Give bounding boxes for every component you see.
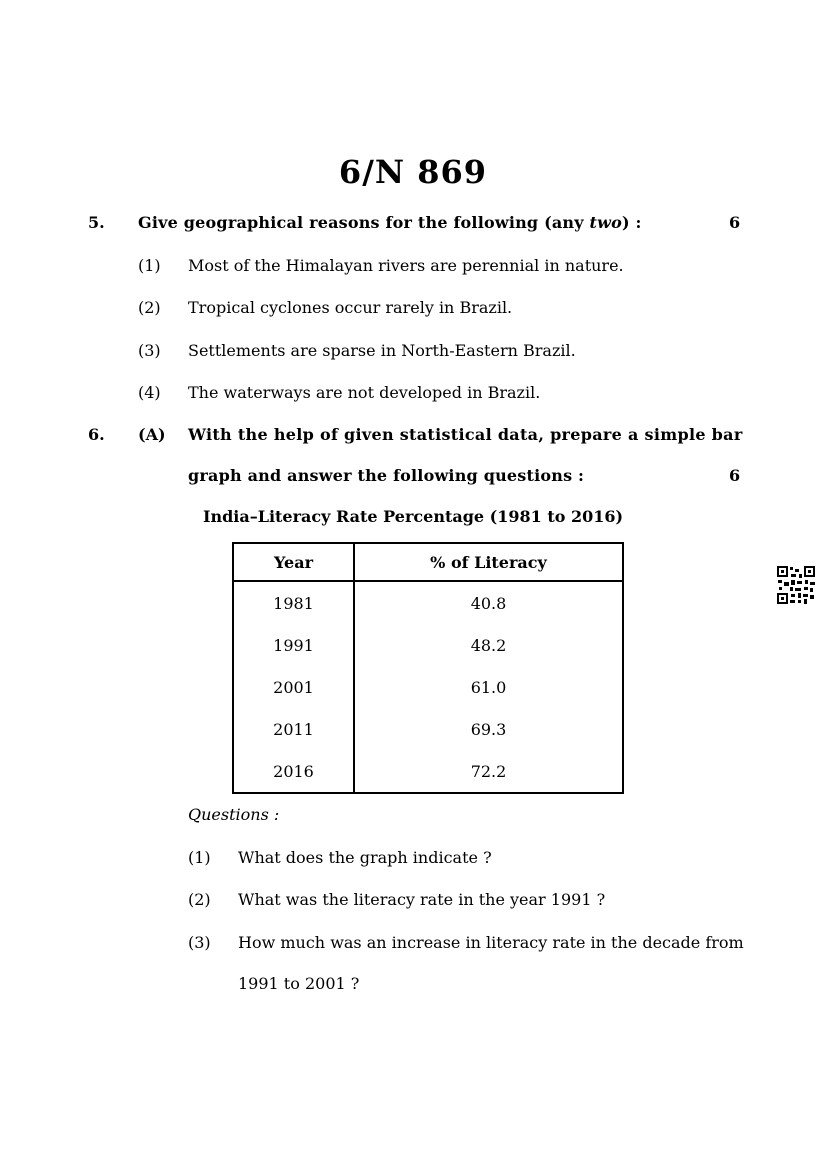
table-cell-year: 2016 [233, 750, 354, 793]
literacy-table [232, 542, 624, 794]
q6-line2: graph and answer the following questions : [188, 466, 585, 485]
q5-prompt-before: Give geographical reasons for the following (any [138, 213, 590, 232]
table-cell-literacy: 40.8 [354, 581, 623, 624]
question-label: (1) [188, 848, 211, 867]
question-label: (3) [188, 933, 211, 952]
table-cell-literacy: 72.2 [354, 750, 623, 793]
table-header-literacy: % of Literacy [354, 543, 623, 581]
table-cell-year: 1981 [233, 581, 354, 624]
q5-prompt-italic: two [589, 213, 622, 232]
q6-line1: With the help of given statistical data, prepare a simple bar [188, 425, 743, 444]
question-text-line2: 1991 to 2001 ? [238, 974, 360, 993]
question-text: What does the graph indicate ? [238, 848, 492, 867]
table-cell-literacy: 69.3 [354, 708, 623, 750]
qr-code-icon [776, 565, 816, 605]
q5-item-text: Settlements are sparse in North-Eastern Brazil. [188, 341, 576, 360]
question-text: What was the literacy rate in the year 1991 ? [238, 890, 606, 909]
q5-prompt-after: ) : [621, 213, 642, 232]
table-header-year: Year [233, 543, 354, 581]
q5-prompt [138, 213, 642, 232]
q5-item-label: (3) [138, 341, 161, 360]
table-row [233, 666, 623, 708]
table-cell-year: 2011 [233, 708, 354, 750]
table-cell-year: 1991 [233, 624, 354, 666]
table-caption: India–Literacy Rate Percentage (1981 to 2016) [202, 507, 624, 526]
q5-item-text: The waterways are not developed in Brazil. [188, 383, 541, 402]
q6-number: 6. [88, 425, 105, 444]
page-title: 6/N 869 [338, 153, 488, 191]
table-cell-year: 2001 [233, 666, 354, 708]
table-header-row [233, 543, 623, 581]
table-row [233, 624, 623, 666]
q5-item-text: Most of the Himalayan rivers are perennial in nature. [188, 256, 624, 275]
q5-number: 5. [88, 213, 105, 232]
table-row [233, 581, 623, 624]
q5-item-label: (4) [138, 383, 161, 402]
q6-marks: 6 [729, 466, 741, 485]
table-row [233, 750, 623, 793]
q5-item-label: (1) [138, 256, 161, 275]
q6-part: (A) [138, 425, 166, 444]
table-cell-literacy: 48.2 [354, 624, 623, 666]
q5-item-text: Tropical cyclones occur rarely in Brazil. [188, 298, 513, 317]
q5-marks: 6 [729, 213, 741, 232]
question-text-line1: How much was an increase in literacy rate in the decade from [238, 933, 744, 952]
table-cell-literacy: 61.0 [354, 666, 623, 708]
q5-item-label: (2) [138, 298, 161, 317]
table-row [233, 708, 623, 750]
questions-label: Questions : [188, 805, 280, 824]
question-label: (2) [188, 890, 211, 909]
